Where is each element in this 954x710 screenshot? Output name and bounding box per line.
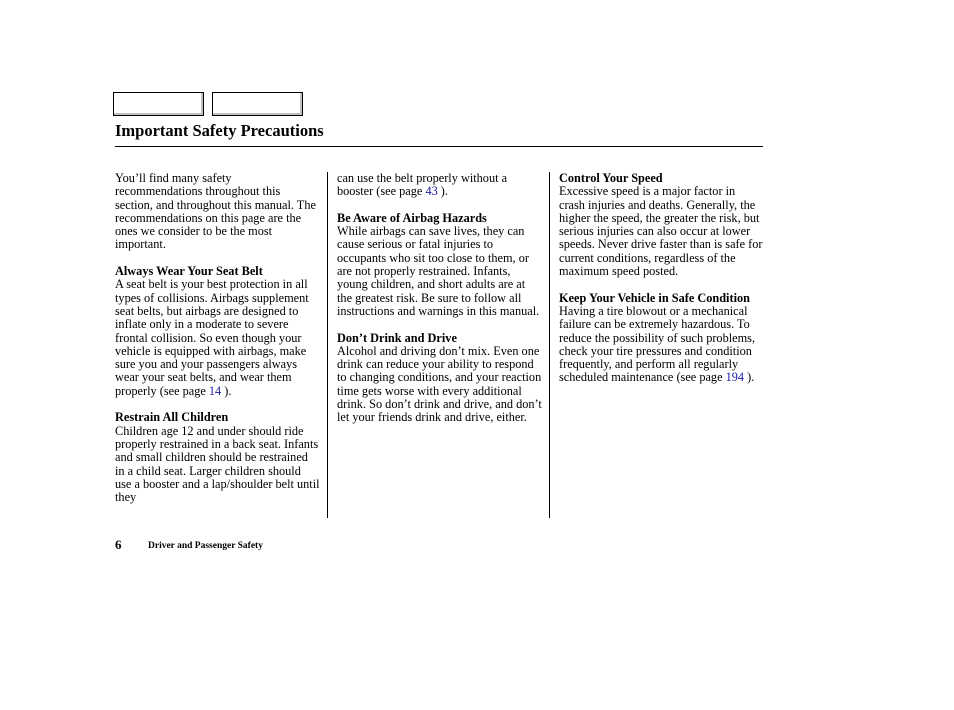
section-heading: Restrain All Children (115, 410, 229, 425)
section-body: Alcohol and driving don’t mix. Even one drink can reduce your ability to respond to changing conditions, and your reaction time gets worse with every additional drink. So don’t drink and drive, and don’t let your friends drink and drive, either. (337, 343, 542, 425)
children-continued (337, 172, 542, 199)
section-heading: Always Wear Your Seat Belt (115, 264, 263, 279)
column-1 (115, 172, 320, 518)
section-body-end: ). (744, 370, 755, 385)
column-divider (549, 172, 550, 518)
section-body: Excessive speed is a major factor in crash injuries and deaths. Generally, the higher the speed, the greater the risk, but serious injuries can also occur at lower speeds. Never drive faster than is safe for current conditions, regardless of the maximum speed posted. (559, 184, 763, 279)
footer-section-name: Driver and Passenger Safety (148, 541, 263, 551)
page-title: Important Safety Precautions (115, 121, 324, 140)
section-body: A seat belt is your best protection in all types of collisions. Airbags supplement seat belts, but airbags are designed to inflate only in a moderate to severe frontal collision. So even though your vehicle is equipped with airbags, make sure you and your passengers always wear your seat belts, and wear them properly (see page (115, 277, 309, 398)
column-divider (327, 172, 328, 518)
page-number: 6 (115, 537, 122, 552)
intro-paragraph: You’ll find many safety recommendations throughout this section, and throughout this manual. The recommendations on this page are the ones we consider to be the most important. (115, 171, 316, 252)
drink-section (337, 332, 542, 425)
page-link-14[interactable]: 14 (208, 383, 222, 398)
section-body: While airbags can save lives, they can cause serious or fatal injuries to occupants who sit too close to them, or are not properly restrained. Infants, young children, and short adults are at the greatest risk. Be sure to follow all instructions and warnings in this manual. (337, 224, 540, 318)
section-heading: Be Aware of Airbag Hazards (337, 210, 487, 225)
section-body-end: ). (437, 184, 448, 199)
page-link-194[interactable]: 194 (725, 370, 745, 385)
section-body: Children age 12 and under should ride properly restrained in a back seat. Infants and small children should be restrained in a child seat. Larger children should use a booster and a lap/shoulder belt until they (115, 423, 320, 505)
speed-section (559, 172, 764, 278)
column-3 (559, 172, 764, 398)
column-2 (337, 172, 542, 438)
page-link-43[interactable]: 43 (425, 184, 438, 199)
section-heading: Don’t Drink and Drive (337, 330, 457, 345)
section-heading: Control Your Speed (559, 171, 663, 185)
section-body-end: ). (221, 383, 232, 398)
section-heading: Keep Your Vehicle in Safe Condition (559, 290, 750, 305)
previous-page-button[interactable] (113, 92, 204, 116)
title-rule (115, 146, 763, 147)
section-body: Having a tire blowout or a mechanical failure can be extremely hazardous. To reduce the possibility of such problems, check your tire pressures and condition frequently, and perform all regularly scheduled maintenance (see page (559, 303, 756, 385)
vehicle-section (559, 292, 764, 385)
seat-belt-section (115, 265, 320, 398)
section-body: can use the belt properly without a booster (see page (337, 171, 508, 199)
children-section (115, 411, 320, 504)
next-page-button[interactable] (212, 92, 303, 116)
airbag-section (337, 212, 542, 318)
